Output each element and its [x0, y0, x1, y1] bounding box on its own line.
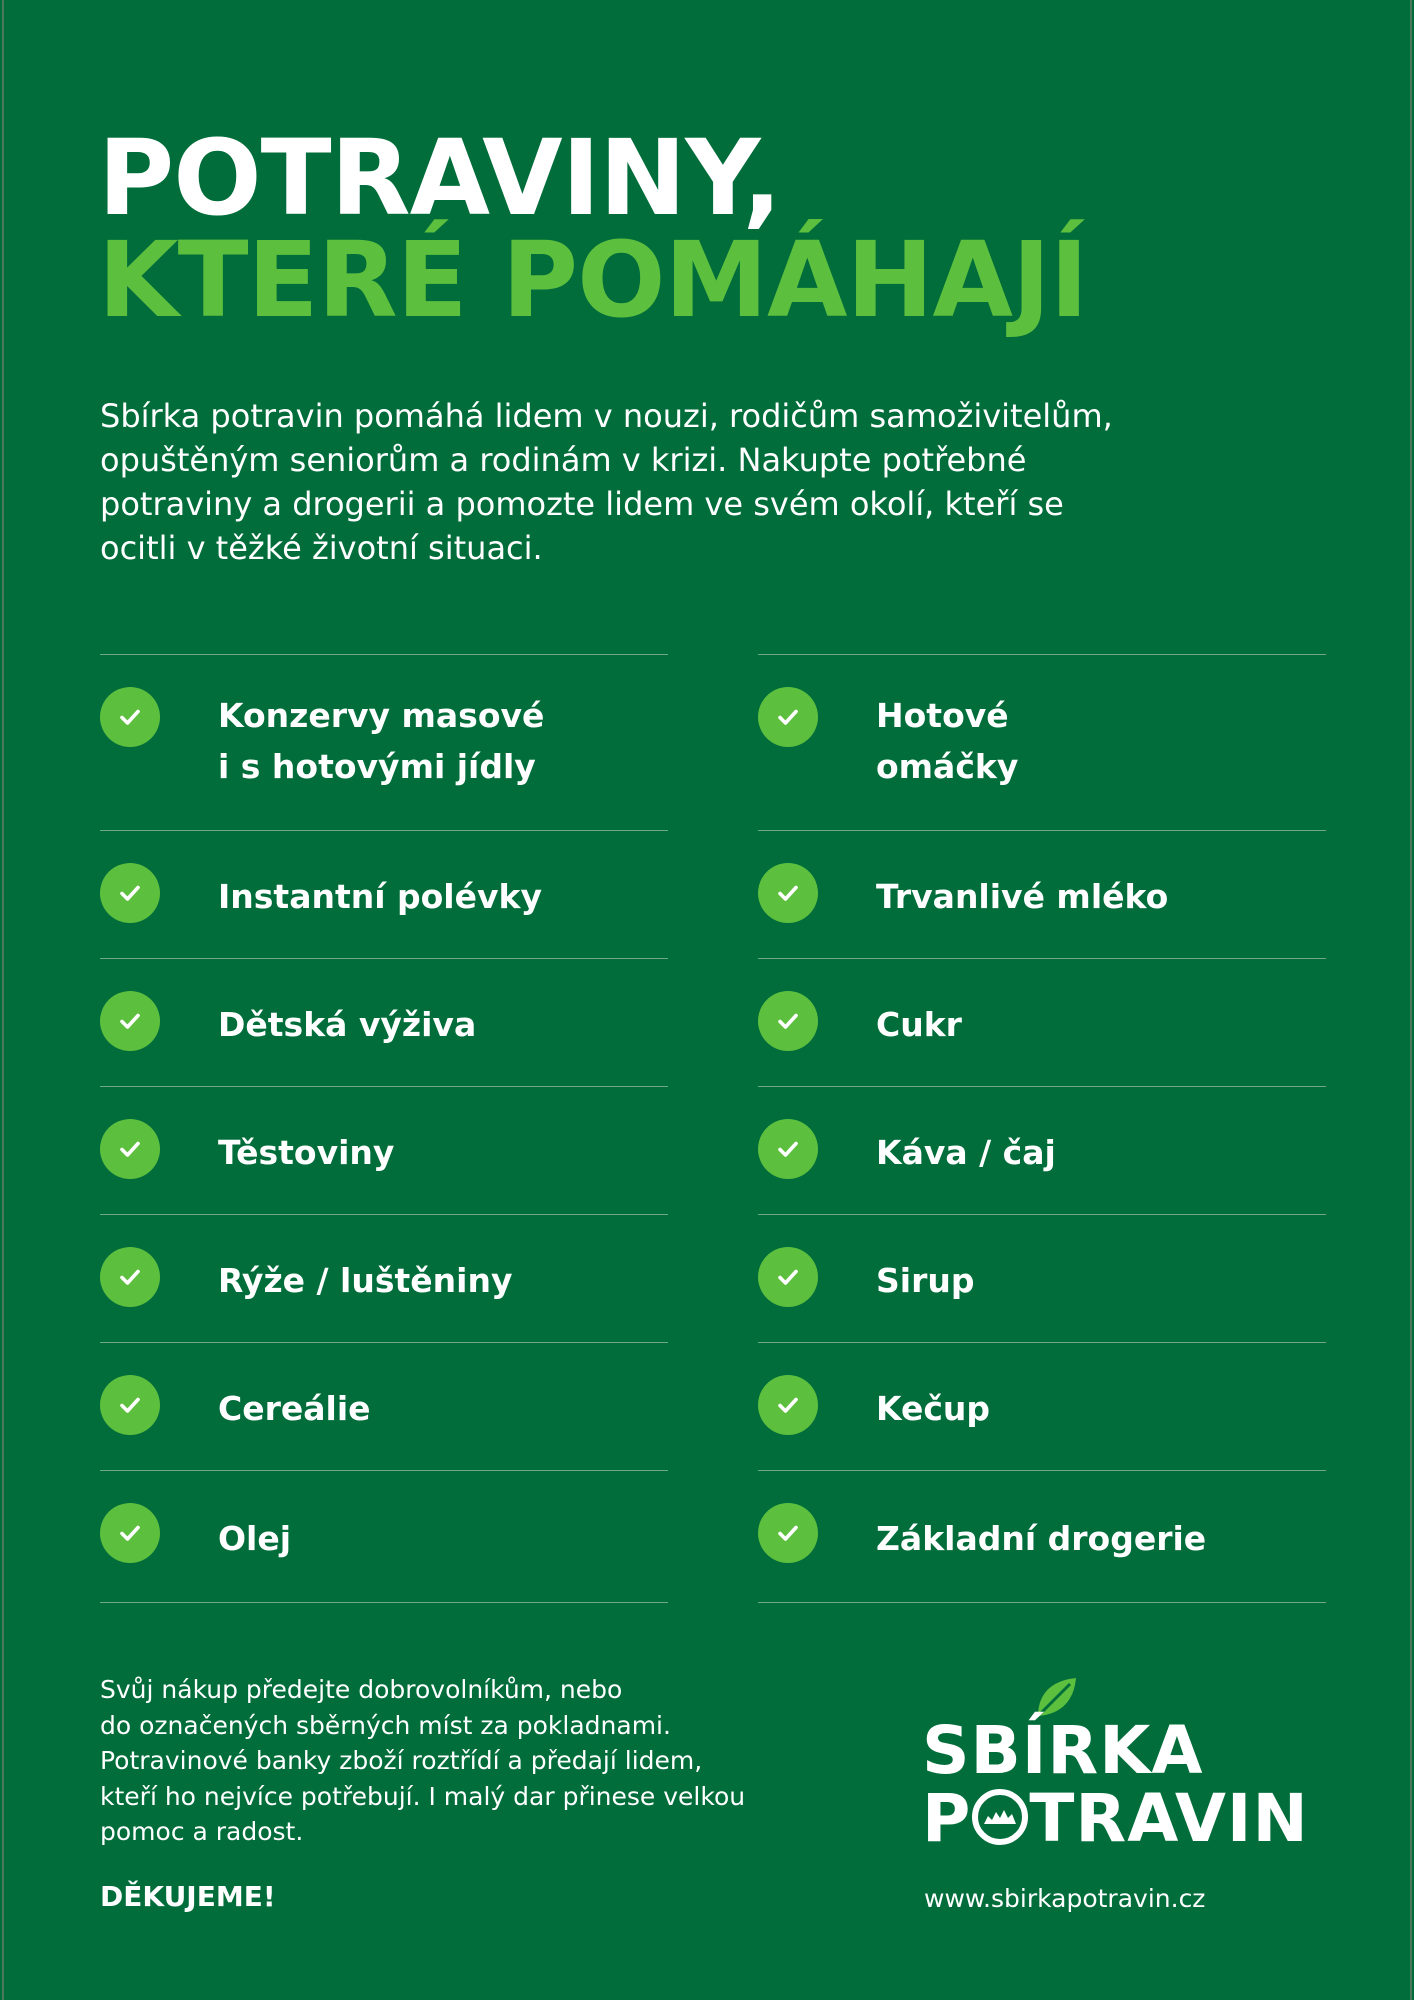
- check-icon: [100, 1119, 160, 1179]
- list-item: [100, 1343, 668, 1471]
- note-line: do označených sběrných míst za pokladnami.: [100, 1710, 671, 1740]
- list-item: [100, 959, 668, 1087]
- check-icon: [100, 687, 160, 747]
- note-line: pomoc a radost.: [100, 1817, 304, 1846]
- intro-line: ocitli v těžké životní situaci.: [100, 529, 543, 567]
- item-label: [218, 1127, 394, 1178]
- item-label: [876, 871, 1168, 922]
- item-label: [876, 1127, 1056, 1178]
- item-label: [218, 871, 542, 922]
- check-icon: [100, 863, 160, 923]
- plate-icon: [972, 1789, 1028, 1845]
- thanks-text: DĚKUJEME!: [100, 1880, 276, 1913]
- list-item: [758, 1087, 1326, 1215]
- list-item: [758, 1343, 1326, 1471]
- list-item: [100, 1471, 668, 1603]
- list-item: [758, 831, 1326, 959]
- item-label-line: Rýže / luštěniny: [218, 1261, 513, 1300]
- note-line: Potravinové banky zboží roztřídí a předají lidem,: [100, 1746, 703, 1775]
- item-label-line: omáčky: [876, 747, 1019, 786]
- check-icon: [758, 1119, 818, 1179]
- note-line: Svůj nákup předejte dobrovolníkům, nebo: [100, 1675, 623, 1704]
- item-label: [876, 999, 962, 1050]
- item-label: [218, 1513, 291, 1564]
- footer-note: [100, 1672, 820, 1850]
- item-label-line: Hotové: [876, 696, 1009, 735]
- item-label-line: Těstoviny: [218, 1133, 395, 1172]
- item-label: [876, 1383, 990, 1434]
- logo-word-2: [922, 1780, 1309, 1857]
- note-line: kteří ho nejvíce potřebují. I malý dar přinese velkou: [100, 1781, 746, 1811]
- logo-letter-p: P: [922, 1780, 972, 1857]
- item-label-line: Káva / čaj: [876, 1133, 1056, 1172]
- check-icon: [758, 991, 818, 1051]
- logo-word-1: SBÍRKA: [922, 1712, 1204, 1789]
- list-item: [100, 1215, 668, 1343]
- check-icon: [758, 1375, 818, 1435]
- website-url[interactable]: www.sbirkapotravin.cz: [924, 1884, 1206, 1913]
- item-label-line: Trvanlivé mléko: [876, 877, 1169, 916]
- item-label: [876, 1255, 974, 1306]
- item-label-line: Instantní polévky: [218, 877, 542, 916]
- item-label: [876, 690, 1018, 792]
- item-label-line: Cereálie: [218, 1389, 371, 1428]
- list-item: [100, 831, 668, 959]
- intro-line: potraviny a drogerii a pomozte lidem ve svém okolí, kteří se: [100, 485, 1064, 523]
- item-label: [218, 999, 476, 1050]
- items-list-left: [100, 654, 668, 1603]
- item-label: [218, 1383, 371, 1434]
- list-item: [758, 1215, 1326, 1343]
- check-icon: [100, 1375, 160, 1435]
- list-item: [100, 1087, 668, 1215]
- item-label-line: Sirup: [876, 1261, 975, 1300]
- check-icon: [100, 991, 160, 1051]
- intro-line: opuštěným seniorům a rodinám v krizi. Nakupte potřebné: [100, 441, 1027, 479]
- item-label-line: Kečup: [876, 1389, 991, 1428]
- list-item: [758, 959, 1326, 1087]
- item-label-line: Olej: [218, 1519, 292, 1558]
- check-icon: [758, 687, 818, 747]
- check-icon: [100, 1503, 160, 1563]
- item-label-line: Cukr: [876, 1005, 962, 1044]
- items-list-right: [758, 654, 1326, 1603]
- item-label: [218, 690, 544, 792]
- intro-paragraph: [100, 394, 1300, 570]
- sbirka-potravin-logo: [922, 1670, 1342, 1857]
- logo-letters-travin: TRAVIN: [1029, 1780, 1309, 1857]
- item-label-line: i s hotovými jídly: [218, 747, 536, 786]
- title-line-2: KTERÉ POMÁHAJÍ: [98, 219, 1088, 341]
- item-label-line: Konzervy masové: [218, 696, 545, 735]
- item-label: [876, 1513, 1206, 1564]
- list-item: [758, 655, 1326, 831]
- check-icon: [758, 863, 818, 923]
- item-label-line: Základní drogerie: [876, 1519, 1207, 1558]
- poster: [2, 0, 1412, 2000]
- list-item: [100, 655, 668, 831]
- check-icon: [758, 1503, 818, 1563]
- item-label: [218, 1255, 512, 1306]
- list-item: [758, 1471, 1326, 1603]
- intro-line: Sbírka potravin pomáhá lidem v nouzi, rodičům samoživitelům,: [100, 397, 1113, 435]
- check-icon: [758, 1247, 818, 1307]
- title-line-1: POTRAVINY,: [98, 117, 781, 239]
- check-icon: [100, 1247, 160, 1307]
- item-label-line: Dětská výživa: [218, 1005, 477, 1044]
